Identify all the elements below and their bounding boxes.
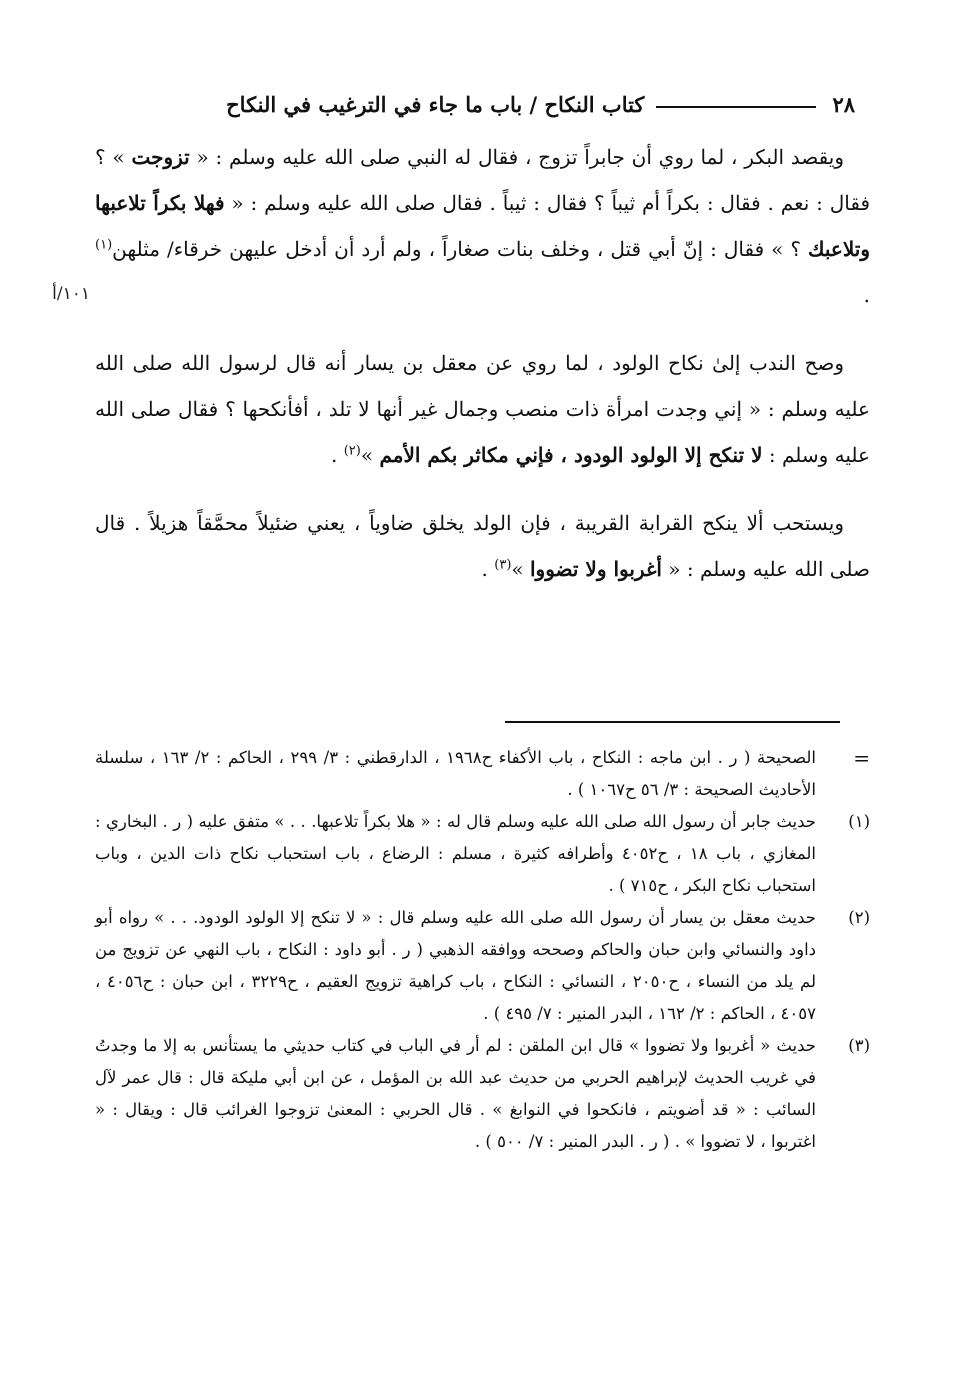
- footnote-ref: (٢): [343, 443, 361, 459]
- paragraph-close-kin: [95, 500, 870, 592]
- text-span: وصح الندب إلىٰ نكاح الولود ، لما روي عن معقل بن يسار أنه قال لرسول الله صلى الله عليه وسلم : « إني وجدت امرأة ذات منصب وجمال غير أنها لا تلد ، أفأنكحها ؟ فقال صلى الله عليه وسلم :: [95, 351, 870, 467]
- hadith-bold: فهلا بكراً تلاعبها وتلاعبك: [95, 191, 870, 261]
- footnote-text: الصحيحة ( ر . ابن ماجه : النكاح ، باب الأكفاء ح١٩٦٨ ، الدارقطني : ٣/ ٢٩٩ ، الحاكم : ٢/ ١٦٣ ، سلسلة الأحاديث الصحيحة : ٣/ ٥٦ ح١٠٦٧ ) .: [95, 748, 816, 799]
- hadith-bold: لا تنكح إلا الولود الودود ، فإني مكاثر بكم الأمم: [379, 443, 763, 467]
- footnote-marker: (٢): [848, 908, 870, 927]
- text-span: » ؟ فقال : نعم . فقال : بكراً أم ثيباً ؟ فقال : ثيباً . فقال صلى الله عليه وسلم : «: [95, 145, 871, 215]
- footnote-2: [95, 902, 870, 1030]
- hadith-bold: تزوجت: [131, 145, 190, 169]
- text-span: »: [360, 443, 380, 467]
- text-span: ؟ » فقال : إنّ أبي قتل ، وخلف بنات صغاراً ، ولم أرد أن أدخل عليهن خرقاء/ مثلهن: [112, 237, 809, 261]
- text-span: ويستحب ألا ينكح القرابة القريبة ، فإن الولد يخلق ضاوياً ، يعني ضئيلاً محمَّقاً هزيلاً . قال صلى الله عليه وسلم : «: [95, 511, 870, 581]
- text-span: .: [481, 557, 495, 581]
- footnote-marker: =: [853, 746, 870, 770]
- paragraph-fertile-wife: [95, 340, 870, 478]
- footnote-separator: [505, 721, 840, 723]
- footnote-marker: (٣): [848, 1036, 870, 1055]
- header-rule: [656, 106, 816, 108]
- footnote-1: [95, 806, 870, 902]
- text-span: »: [511, 557, 530, 581]
- text-span: .: [863, 283, 870, 307]
- paragraph-virgin-marriage: [95, 134, 870, 318]
- footnote-ref: (٣): [494, 557, 512, 573]
- main-text: [95, 134, 870, 592]
- hadith-bold: أغربوا ولا تضووا: [530, 557, 662, 581]
- footnote-text: حديث « أغربوا ولا تضووا » قال ابن الملقن : لم أر في الباب في كتاب حديثي ما يستأنس به إلا ما وجدتُ في غريب الحديث لإبراهيم الحربي من حديث عبد الله بن المؤمل ، عن ابن أبي مليكة قال : قال عمر لآل السائب : « قد أضويتم ، فانكحوا في النوابغ » . قال الحربي : المعنىٰ تزوجوا الغرائب قال : ويقال : « اغتربوا ، لا تضووا » . ( ر . البدر المنير : ٧/ ٥٠٠ ) .: [95, 1036, 816, 1151]
- footnote-continuation: [95, 742, 870, 806]
- footnote-text: حديث معقل بن يسار أن رسول الله صلى الله عليه وسلم قال : « لا تنكح إلا الولود الودود. . . » رواه أبو داود والنسائي وابن حبان والحاكم وصححه ووافقه الذهبي ( ر . أبو داود : النكاح ، باب النهي عن تزويج من لم يلد من النساء ، ح٢٠٥٠ ، النسائي : النكاح ، باب كراهية تزويج العقيم ، ح٣٢٢٩ ، ابن حبان : ح٤٠٥٦ ، ٤٠٥٧ ، الحاكم : ٢/ ١٦٢ ، البدر المنير : ٧/ ٤٩٥ ) .: [95, 908, 817, 1023]
- footnote-text: حديث جابر أن رسول الله صلى الله عليه وسلم قال له : « هلا بكراً تلاعبها. . . » متفق عليه ( ر . البخاري : المغازي ، باب ١٨ ، ح٤٠٥٢ وأطرافه كثيرة ، مسلم : الرضاع ، باب استحباب نكاح ذات الدين ، وباب استحباب نكاح البكر ، ح٧١٥ ) .: [95, 812, 817, 895]
- footnote-3: [95, 1030, 870, 1158]
- running-header: [95, 84, 855, 124]
- running-title: كتاب النكاح / باب ما جاء في الترغيب في النكاح: [226, 91, 645, 117]
- text-span: .: [330, 443, 344, 467]
- footnotes: [95, 742, 870, 1158]
- footnote-marker: (١): [848, 812, 870, 831]
- page-number: ٢٨: [832, 91, 855, 117]
- footnote-ref: (١): [95, 237, 113, 253]
- manuscript-folio-note: ١٠١/أ: [52, 284, 90, 304]
- text-span: ويقصد البكر ، لما روي أن جابراً تزوج ، فقال له النبي صلى الله عليه وسلم : «: [189, 145, 844, 169]
